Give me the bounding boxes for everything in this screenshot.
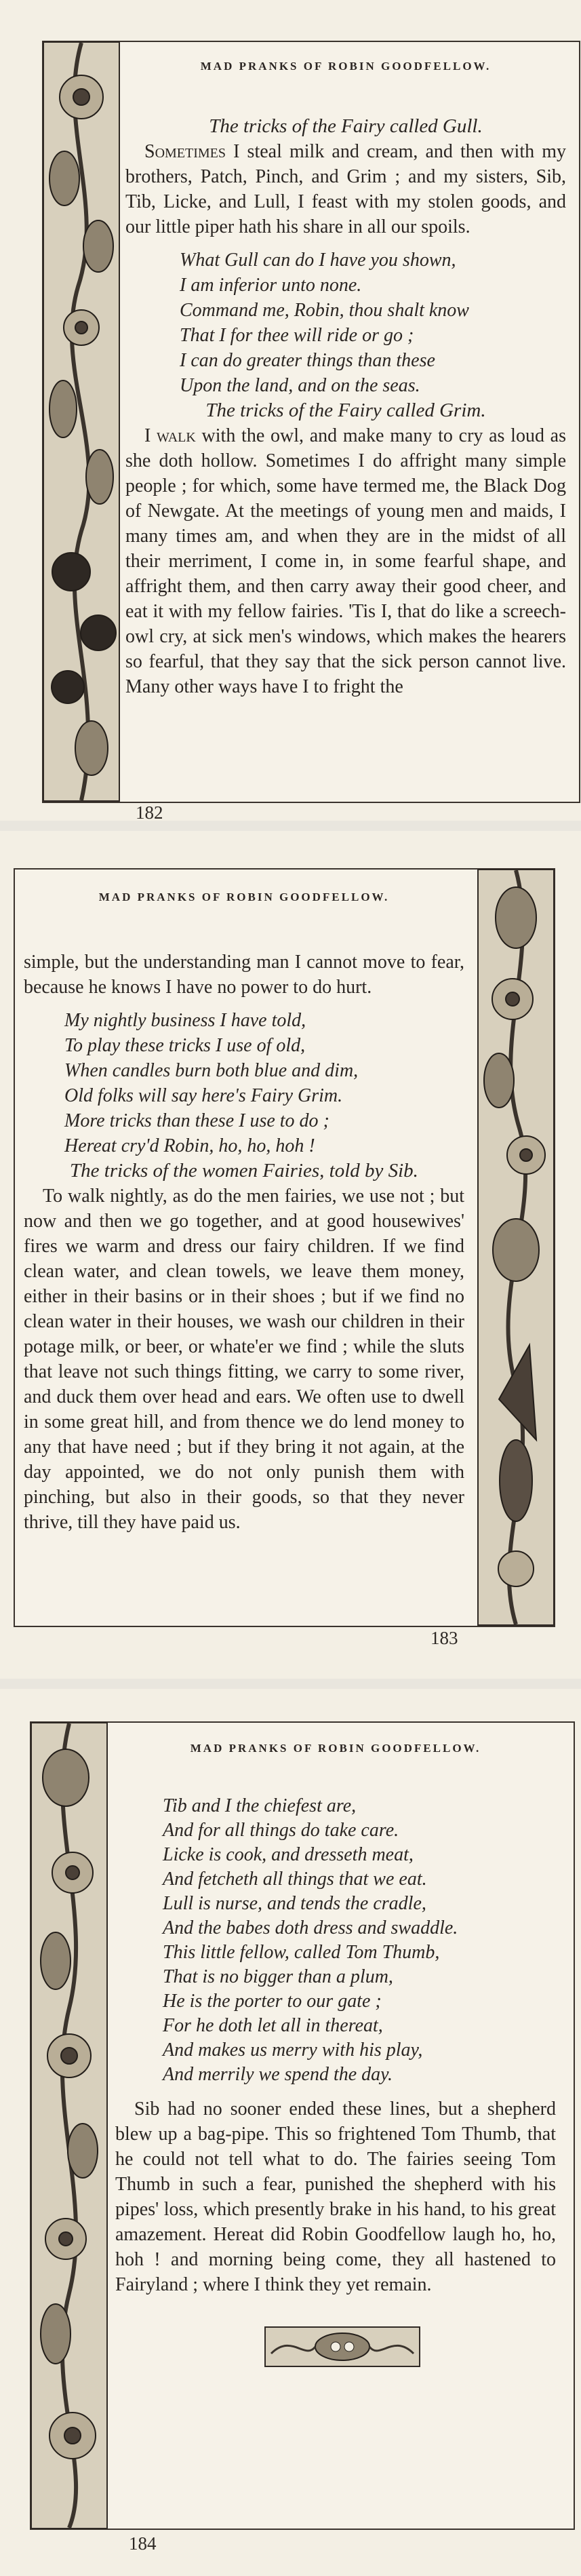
verse-line: My nightly business I have told,	[64, 1010, 306, 1031]
floral-border-left	[43, 41, 120, 802]
running-header: MAD PRANKS OF ROBIN GOODFELLOW.	[98, 891, 390, 903]
drop-word: Sometimes	[144, 141, 226, 162]
paragraph: with the owl, and make many to cry as loud as she doth hollow. Sometimes I do affright many simple people ; for which, some have termed me, the Black Dog of Newgate. At the meetings of young men and maids, I many times am, and when they are in the midst of all their merriment, I come in, in some fearful shape, and affright them, and then carry away their good cheer, and eat it with my fellow fairies. 'Tis I, that do like a screech-owl cry, at sick men's windows, which makes the hearers so fearful, that they say that the sick person cannot live. Many other ways have I to fright the	[125, 425, 566, 697]
page-number: 184	[129, 2533, 157, 2554]
paragraph: simple, but the understanding man I cannot move to fear, because he knows I have no power to do hurt.	[24, 952, 464, 998]
floral-border-right	[477, 869, 555, 1626]
running-header: MAD PRANKS OF ROBIN GOODFELLOW.	[200, 60, 492, 73]
page-184-body	[115, 1794, 556, 2297]
page-182-scan	[0, 0, 581, 821]
page-182-body	[125, 114, 566, 699]
verse-line: To play these tricks I use of old,	[64, 1035, 306, 1056]
drop-word: I walk	[144, 425, 196, 446]
paragraph: Sib had no sooner ended these lines, but a shepherd blew up a bag-pipe. This so frightened Tom Thumb, that he could not tell what to do. The fairies seeing Tom Thumb in such a fear, punished the shepherd with his pipes' loss, which presently brake in his hand, to his great amazement. Hereat did Robin Goodfellow laugh ho, ho, hoh ! and morning being come, they all hastened to Fairyland ; where I think they yet remain.	[115, 2099, 556, 2295]
verse-line: Lull is nurse, and tends the cradle,	[163, 1893, 426, 1914]
verse	[125, 248, 566, 398]
verse-line: And for all things do take care.	[163, 1820, 399, 1841]
verse-line: And merrily we spend the day.	[163, 2064, 393, 2085]
verse-line: He is the porter to our gate ;	[163, 1991, 382, 2012]
verse-line: Tib and I the chiefest are,	[163, 1795, 357, 1816]
tailpiece-vignette	[264, 2326, 420, 2367]
verse-line: Old folks will say here's Fairy Grim.	[64, 1085, 343, 1106]
paragraph: To walk nightly, as do the men fairies, we use not ; but now and then we go together, and at good housewives' fires we warm and dress our fairy children. If we find clean water, and clean towels, we leave them money, either in their basins or in their shoes ; but if we find no clean water in their houses, we wash our children in their potage milk, or beer, or whate'er we find ; while the sluts that leave not such things fitting, we carry to some river, and duck them over head and ears. We often use to dwell in some great hill, and from thence we do lend money to any that have need ; but if they bring it not again, at the day appointed, we do not only punish them with pinching, but also in their goods, so that they never thrive, till they have paid us.	[24, 1186, 464, 1533]
verse-line: That I for thee will ride or go ;	[180, 325, 414, 346]
section-title: The tricks of the Fairy called Grim.	[205, 399, 486, 421]
verse-line: That is no bigger than a plum,	[163, 1966, 393, 1987]
verse-line: I can do greater things than these	[180, 350, 435, 371]
verse-line: This little fellow, called Tom Thumb,	[163, 1942, 440, 1963]
verse-line: And fetcheth all things that we eat.	[163, 1869, 427, 1890]
verse	[24, 1008, 464, 1158]
verse-line: What Gull can do I have you shown,	[180, 250, 456, 271]
verse	[115, 1794, 556, 2087]
section-title: The tricks of the Fairy called Gull.	[209, 115, 483, 137]
verse-line: More tricks than these I use to do ;	[64, 1110, 329, 1131]
page-183-scan	[0, 831, 581, 1679]
verse-line: Licke is cook, and dresseth meat,	[163, 1844, 414, 1865]
page-184-scan	[0, 1689, 581, 2576]
page-number: 182	[136, 802, 163, 823]
page-183-body	[24, 950, 464, 1535]
running-header: MAD PRANKS OF ROBIN GOODFELLOW.	[190, 1742, 481, 1755]
verse-line: For he doth let all in thereat,	[163, 2015, 383, 2036]
floral-border-left	[31, 1722, 108, 2529]
verse-line: Command me, Robin, thou shalt know	[180, 300, 469, 321]
verse-line: And the babes doth dress and swaddle.	[163, 1917, 458, 1938]
paragraph: I steal milk and cream, and then with my brothers, Patch, Pinch, and Grim ; and my sisters, Sib, Tib, Licke, and Lull, I feast with my stolen goods, and our little piper hath his share in all our spoils.	[125, 141, 566, 237]
verse-line: Upon the land, and on the seas.	[180, 375, 420, 396]
verse-line: I am inferior unto none.	[180, 275, 362, 296]
verse-line: And makes us merry with his play,	[163, 2040, 423, 2061]
verse-line: Hereat cry'd Robin, ho, ho, hoh !	[64, 1135, 315, 1156]
page-number: 183	[430, 1628, 458, 1648]
section-title: The tricks of the women Fairies, told by Sib.	[70, 1160, 418, 1182]
verse-line: When candles burn both blue and dim,	[64, 1060, 359, 1081]
